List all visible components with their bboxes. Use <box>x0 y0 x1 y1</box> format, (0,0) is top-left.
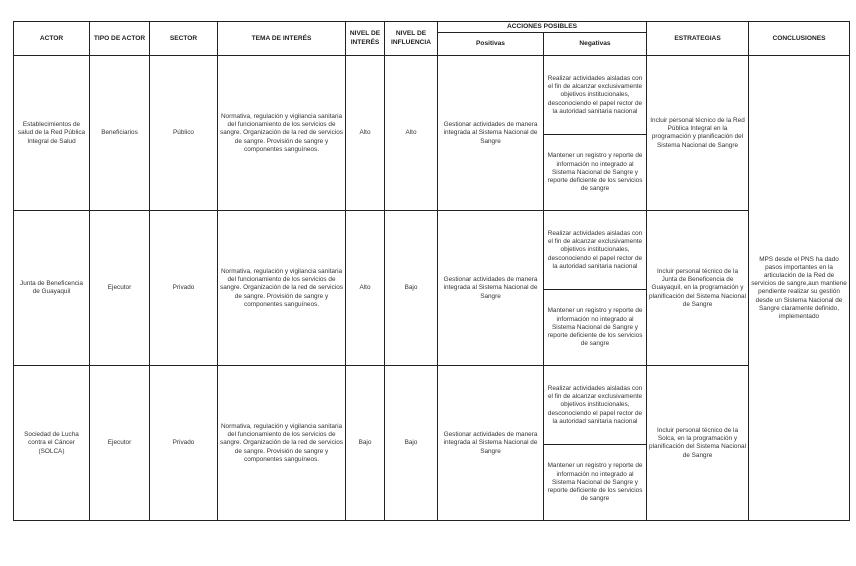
header-conclusiones: CONCLUSIONES <box>749 22 850 56</box>
cell-accion-negativa: Mantener un registro y reporte de información no integrado al Sistema Nacional de Sangre y reporte deficiente de los servicios de sangre <box>544 135 647 211</box>
cell-nivel-influencia: Alto <box>385 56 438 211</box>
table-row <box>14 56 850 135</box>
cell-actor: Establecimientos de salud de la Red Pública Integral de Salud <box>14 56 90 211</box>
header-estrategias: ESTRATEGIAS <box>647 22 749 56</box>
table-row <box>14 211 850 290</box>
cell-conclusion: MPS desde el PNS ha dado pasos importantes en la articulación de la Red de servicios de sangre,aun mantiene pendiente realizar su gestión desde un Sistema Nacional de Sangre claramente definido, implementado <box>749 56 850 521</box>
cell-tipo-actor: Beneficiarios <box>90 56 150 211</box>
cell-estrategia: Incluir personal técnico de la Red Pública Integral en la programación y planificación del Sistema Nacional de Sangre <box>647 56 749 211</box>
header-negativas: Negativas <box>544 33 647 56</box>
cell-tipo-actor: Ejecutor <box>90 211 150 366</box>
header-nivel-influencia: NIVEL DE INFLUENCIA <box>385 22 438 56</box>
cell-sector: Privado <box>150 211 218 366</box>
cell-accion-positiva: Gestionar actividades de manera integrada al Sistema Nacional de Sangre <box>438 56 544 211</box>
stakeholder-matrix-table <box>13 21 850 521</box>
cell-actor: Junta de Beneficencia de Guayaquil <box>14 211 90 366</box>
header-sector: SECTOR <box>150 22 218 56</box>
cell-sector: Público <box>150 56 218 211</box>
cell-tema-interes: Normativa, regulación y vigilancia sanitaria del funcionamiento de los servicios de sangre. Organización de la red de servicios de sangre. Provisión de sangre y componentes sanguíneos. <box>218 56 346 211</box>
cell-accion-negativa: Realizar actividades aisladas con el fin de alcanzar exclusivamente objetivos institucionales, desconociendo el papel rector de la autoridad sanitaria nacional <box>544 56 647 135</box>
cell-tipo-actor: Ejecutor <box>90 366 150 521</box>
cell-tema-interes: Normativa, regulación y vigilancia sanitaria del funcionamiento de los servicios de sangre. Organización de la red de servicios de sangre. Provisión de sangre y componentes sanguíneos. <box>218 211 346 366</box>
header-positivas: Positivas <box>438 33 544 56</box>
cell-nivel-interes: Alto <box>346 56 385 211</box>
cell-nivel-interes: Alto <box>346 211 385 366</box>
header-nivel-interes: NIVEL DE INTERÉS <box>346 22 385 56</box>
cell-nivel-interes: Bajo <box>346 366 385 521</box>
cell-accion-negativa: Mantener un registro y reporte de información no integrado al Sistema Nacional de Sangre y reporte deficiente de los servicios de sangre <box>544 445 647 521</box>
cell-estrategia: Incluir personal técnico de la Junta de Beneficencia de Guayaquil, en la programación y planificación del Sistema Nacional de Sangre <box>647 211 749 366</box>
cell-accion-negativa: Realizar actividades aisladas con el fin de alcanzar exclusivamente objetivos institucionales, desconociendo el papel rector de la autoridad sanitaria nacional <box>544 211 647 290</box>
cell-accion-negativa: Realizar actividades aisladas con el fin de alcanzar exclusivamente objetivos institucionales, desconociendo el papel rector de la autoridad sanitaria nacional <box>544 366 647 445</box>
cell-accion-negativa: Mantener un registro y reporte de información no integrado al Sistema Nacional de Sangre y reporte deficiente de los servicios de sangre <box>544 290 647 366</box>
cell-estrategia: Incluir personal técnico de la Solca, en la programación y planificación del Sistema Nacional de Sangre <box>647 366 749 521</box>
header-actor: ACTOR <box>14 22 90 56</box>
cell-sector: Privado <box>150 366 218 521</box>
cell-nivel-influencia: Bajo <box>385 366 438 521</box>
header-tipo-actor: TIPO DE ACTOR <box>90 22 150 56</box>
header-tema-interes: TEMA DE INTERÉS <box>218 22 346 56</box>
cell-nivel-influencia: Bajo <box>385 211 438 366</box>
cell-accion-positiva: Gestionar actividades de manera integrada al Sistema Nacional de Sangre <box>438 211 544 366</box>
cell-tema-interes: Normativa, regulación y vigilancia sanitaria del funcionamiento de los servicios de sangre. Organización de la red de servicios de sangre. Provisión de sangre y componentes sanguíneos. <box>218 366 346 521</box>
cell-actor: Sociedad de Lucha contra el Cáncer (SOLCA) <box>14 366 90 521</box>
cell-accion-positiva: Gestionar actividades de manera integrada al Sistema Nacional de Sangre <box>438 366 544 521</box>
header-acciones-posibles: ACCIONES POSIBLES <box>438 22 647 33</box>
table-row <box>14 366 850 445</box>
